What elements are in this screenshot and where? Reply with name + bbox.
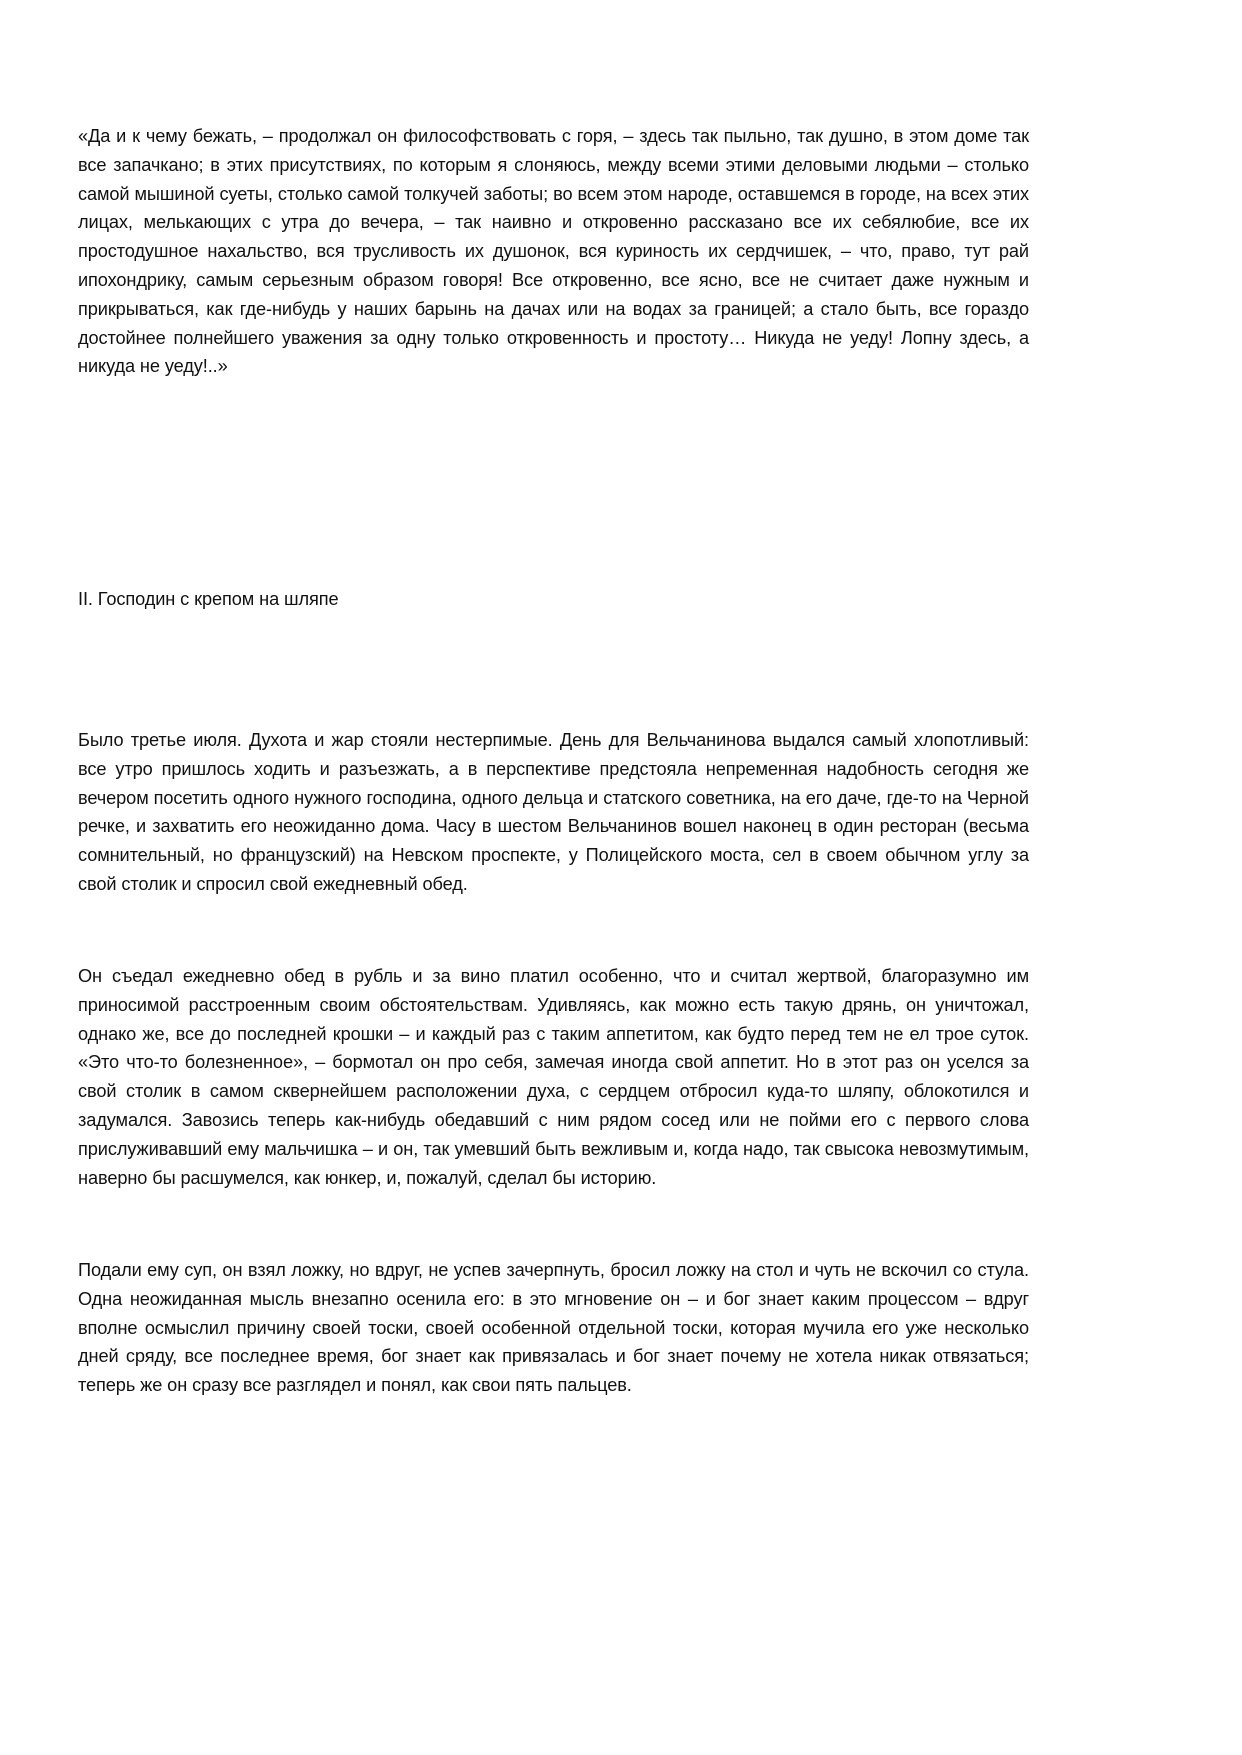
chapter-heading: II. Господин с крепом на шляпе xyxy=(78,589,339,609)
paragraph-monologue: «Да и к чему бежать, – продолжал он философствовать с горя, – здесь так пыльно, так душно, в этом доме так все запачкано; в этих присутствиях, по которым я слоняюсь, между всеми этими деловыми людьми – столько самой мышиной суеты, столько самой толкучей заботы; во всем этом народе, оставшемся в городе, на всех этих лицах, мелькающих с утра до вечера, – так наивно и откровенно рассказано все их себялюбие, все их простодушное нахальство, вся трусливость их душонок, вся куриность их сердчишек, – что, право, тут рай ипохондрику, самым серьезным образом говоря! Все откровенно, все ясно, все не считает даже нужным и прикрываться, как где-нибудь у наших барынь на дачах или на водах за границей; а стало быть, все гораздо достойнее полнейшего уважения за одну только откровенность и простоту… Никуда не уеду! Лопну здесь, а никуда не уеду!..» xyxy=(78,126,1029,377)
paragraph: Он съедал ежедневно обед в рубль и за вино платил особенно, что и считал жертвой, благоразумно им приносимой расстроенным своим обстоятельствам. Удивляясь, как можно есть такую дрянь, он уничтожал, однако же, все до последней крошки – и каждый раз с таким аппетитом, как будто перед тем не ел трое суток. «Это что-то болезненное», – бормотал он про себя, замечая иногда свой аппетит. Но в этот раз он уселся за свой столик в самом сквернейшем расположении духа, с сердцем отбросил куда-то шляпу, облокотился и задумался. Завозись теперь как-нибудь обедавший с ним рядом сосед или не пойми его с первого слова прислуживавший ему мальчишка – и он, так умевший быть вежливым и, когда надо, так свысока невозмутимым, наверно бы расшумелся, как юнкер, и, пожалуй, сделал бы историю. xyxy=(78,966,1029,1188)
paragraph: Было третье июля. Духота и жар стояли нестерпимые. День для Вельчанинова выдался самый хлопотливый: все утро пришлось ходить и разъезжать, а в перспективе предстояла непременная надобность сегодня же вечером посетить одного нужного господина, одного дельца и статского советника, на его даче, где-то на Черной речке, и захватить его неожиданно дома. Часу в шестом Вельчанинов вошел наконец в один ресторан (весьма сомнительный, но французский) на Невском проспекте, у Полицейского моста, сел в своем обычном углу за свой столик и спросил свой ежедневный обед. xyxy=(78,730,1029,894)
paragraph: Подали ему суп, он взял ложку, но вдруг, не успев зачерпнуть, бросил ложку на стол и чуть не вскочил со стула. Одна неожиданная мысль внезапно осенила его: в это мгновение он – и бог знает каким процессом – вдруг вполне осмыслил причину своей тоски, своей особенной отдельной тоски, которая мучила его уже несколько дней сряду, все последнее время, бог знает как привязалась и бог знает почему не хотела никак отвязаться; теперь же он сразу все разглядел и понял, как свои пять пальцев. xyxy=(78,1260,1029,1396)
